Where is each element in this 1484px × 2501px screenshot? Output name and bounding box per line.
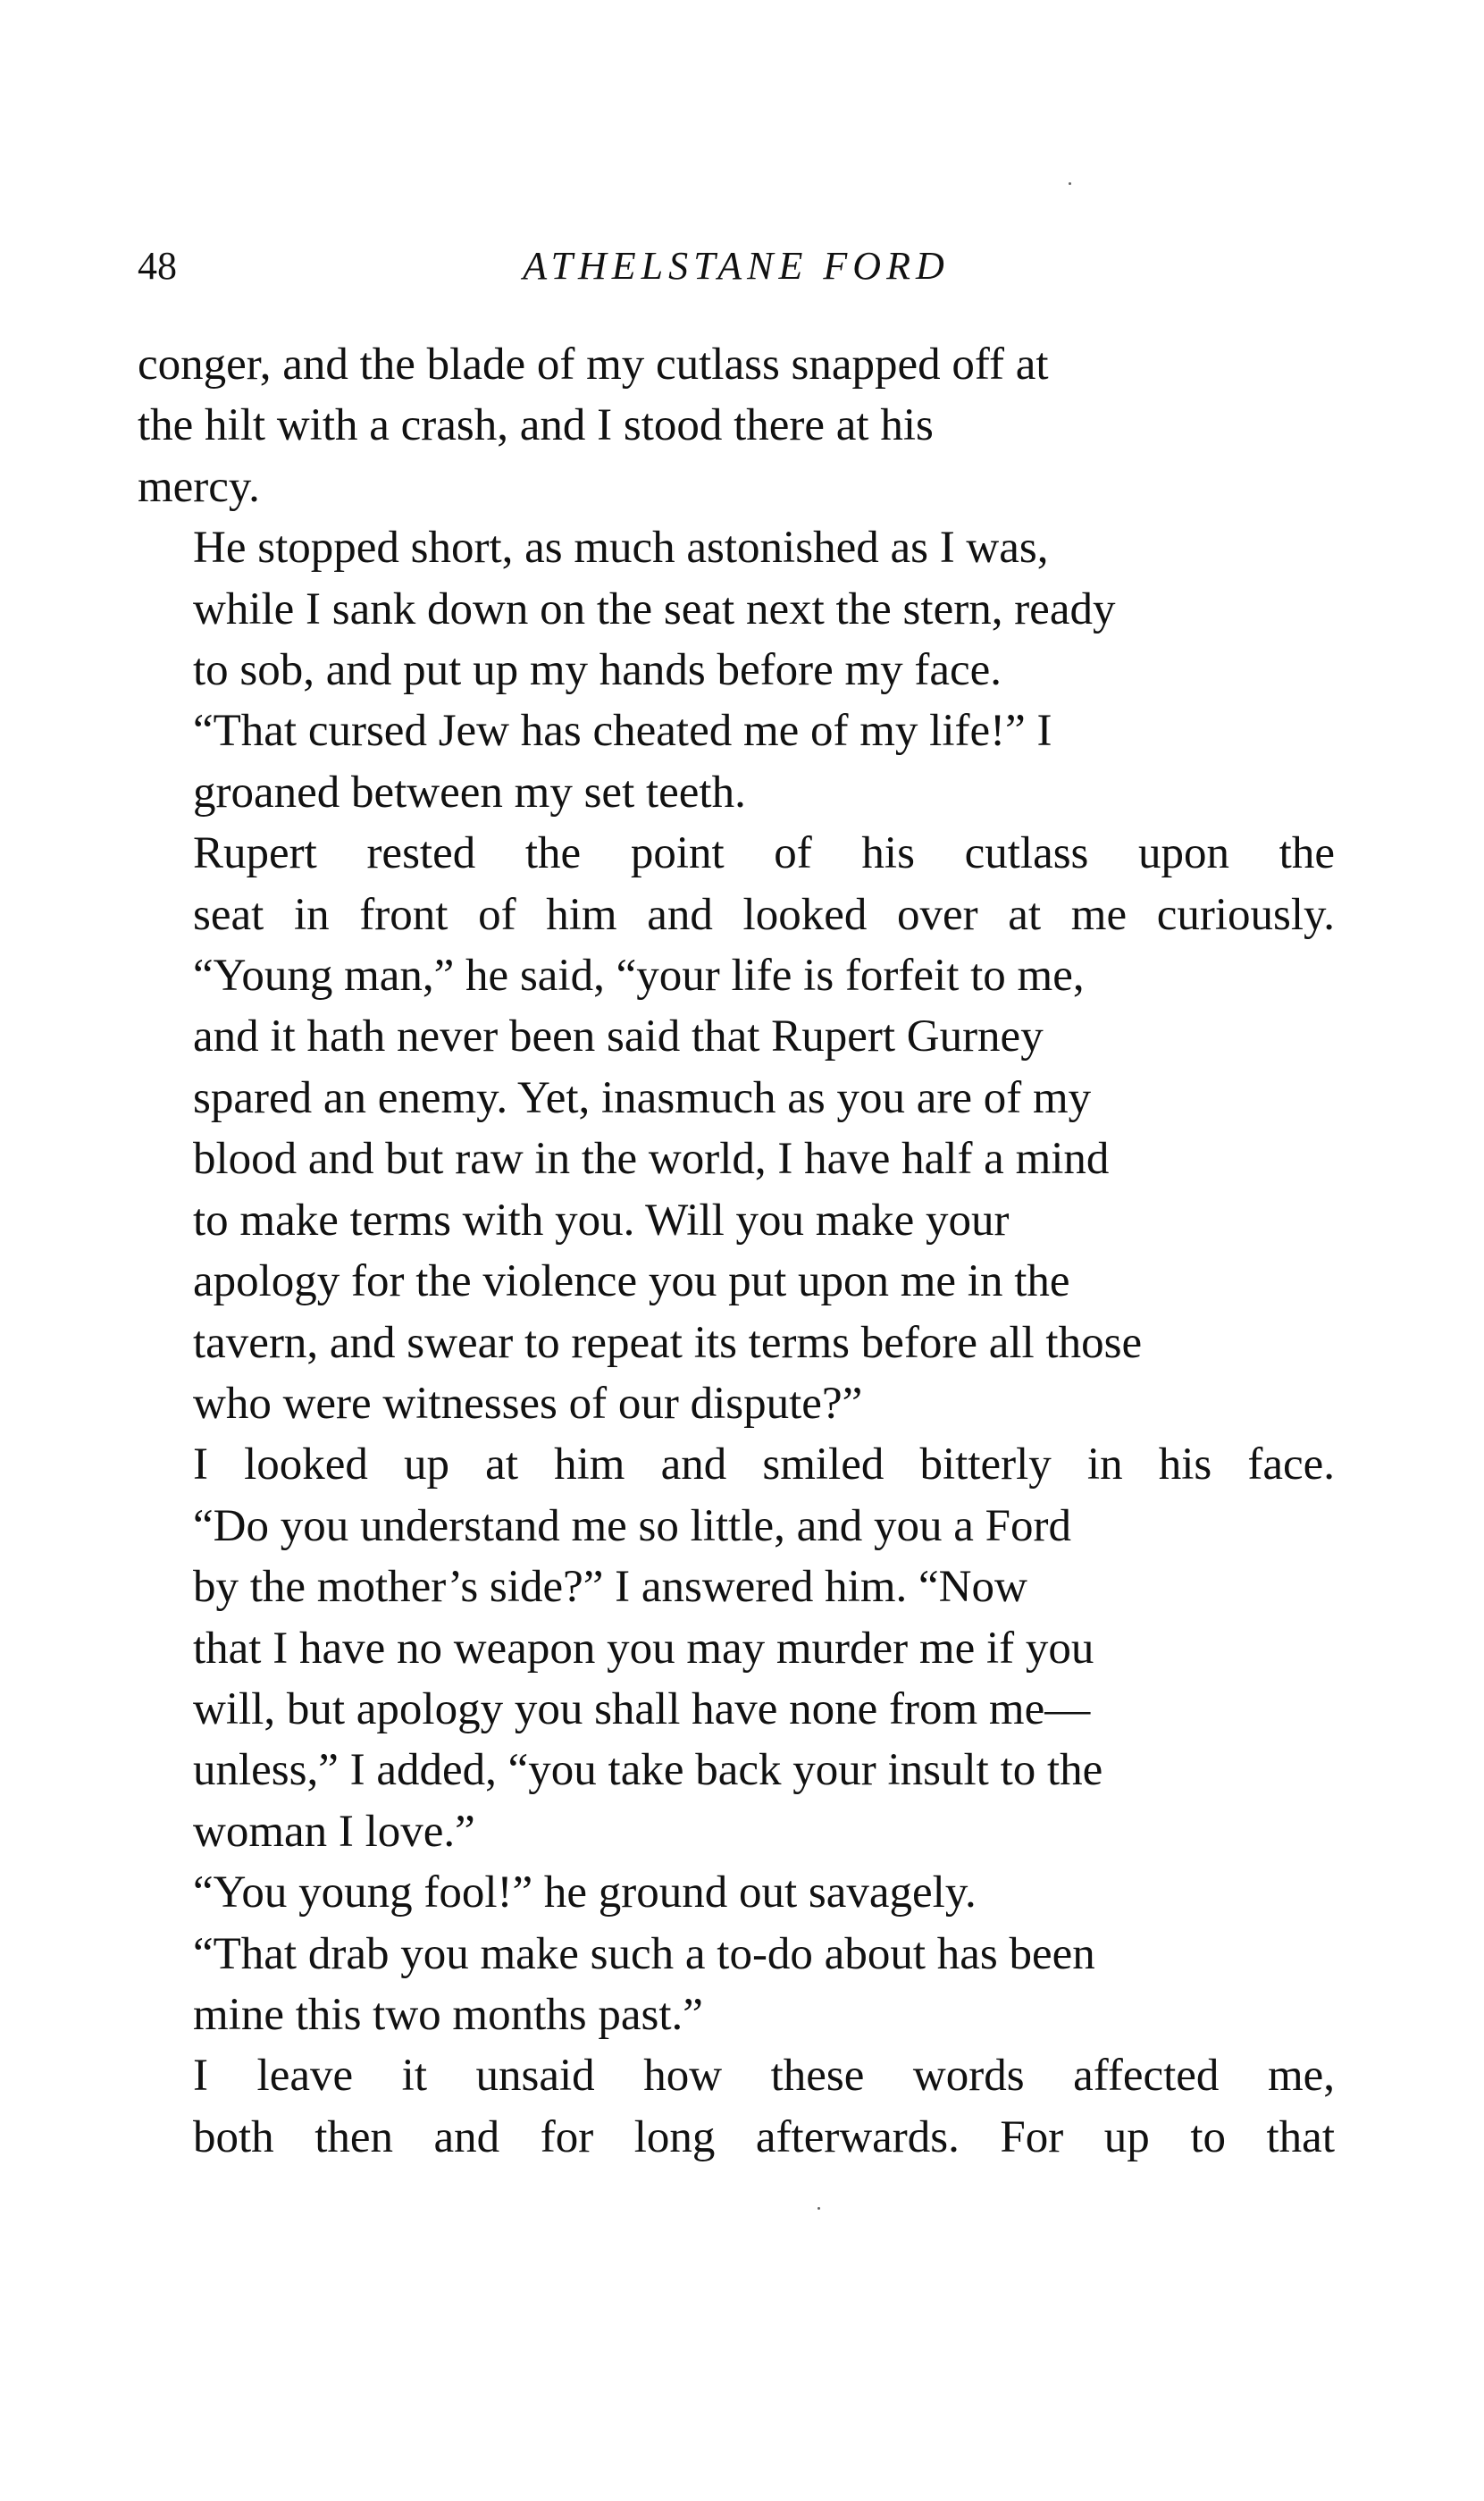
running-title: ATHELSTANE FORD xyxy=(523,244,950,288)
text-line: tavern, and swear to repeat its terms before all those xyxy=(193,1317,1143,1368)
text-line: by the mother’s side?” I answered him. “Now xyxy=(193,1562,1027,1613)
page-header xyxy=(138,238,1335,295)
text-line: mine this two months past.” xyxy=(193,1989,703,2040)
paragraph xyxy=(138,517,1335,701)
text-line: the hilt with a crash, and I stood there at his xyxy=(138,400,934,451)
text-line: blood and but raw in the world, I have half a mind xyxy=(193,1134,1110,1185)
paragraph xyxy=(138,334,1335,517)
text-line: He stopped short, as much astonished as I was, xyxy=(193,523,1049,574)
text-line: Rupert rested the point of his cutlass upon the xyxy=(193,828,1335,879)
text-line: “Young man,” he said, “your life is forfeit to me, xyxy=(193,951,1085,1002)
paragraph xyxy=(138,1434,1335,1495)
text-line: “That drab you make such a to-do about has been xyxy=(193,1928,1095,1979)
text-line: will, but apology you shall have none from me— xyxy=(193,1683,1091,1734)
paragraph xyxy=(138,701,1335,823)
print-speck xyxy=(817,2207,820,2210)
paragraph xyxy=(138,2045,1335,2168)
page-number: 48 xyxy=(138,244,177,288)
text-line: “Do you understand me so little, and you a Ford xyxy=(193,1500,1071,1551)
text-line: while I sank down on the seat next the stern, ready xyxy=(193,583,1116,634)
text-line: conger, and the blade of my cutlass snapped off at xyxy=(138,340,1049,390)
text-line: I looked up at him and smiled bitterly in his face. xyxy=(193,1439,1335,1490)
text-line: groaned between my set teeth. xyxy=(193,767,746,818)
text-line: unless,” I added, “you take back your insult to the xyxy=(193,1745,1103,1796)
print-speck xyxy=(1069,182,1071,185)
text-line: apology for the violence you put upon me in the xyxy=(193,1256,1070,1307)
text-line: “That cursed Jew has cheated me of my life!” I xyxy=(193,706,1052,757)
text-line: woman I love.” xyxy=(193,1806,475,1857)
paragraph xyxy=(138,1862,1335,2045)
body-text xyxy=(138,334,1335,2168)
paragraph xyxy=(138,1496,1335,1862)
paragraph xyxy=(138,945,1335,1434)
text-line: and it hath never been said that Rupert Gurney xyxy=(193,1011,1044,1062)
text-line: both then and for long afterwards. For up to that xyxy=(193,2111,1335,2162)
text-line: seat in front of him and looked over at me curiously. xyxy=(193,889,1335,940)
text-line: mercy. xyxy=(138,461,260,512)
text-line: I leave it unsaid how these words affected me, xyxy=(193,2051,1335,2102)
text-line: who were witnesses of our dispute?” xyxy=(193,1378,863,1429)
text-line: “You young fool!” he ground out savagely. xyxy=(193,1867,977,1918)
text-line: to make terms with you. Will you make your xyxy=(193,1195,1010,1246)
text-line: to sob, and put up my hands before my face. xyxy=(193,645,1002,696)
text-line: spared an enemy. Yet, inasmuch as you are of my xyxy=(193,1072,1092,1123)
paragraph xyxy=(138,823,1335,945)
text-line: that I have no weapon you may murder me if you xyxy=(193,1623,1094,1674)
